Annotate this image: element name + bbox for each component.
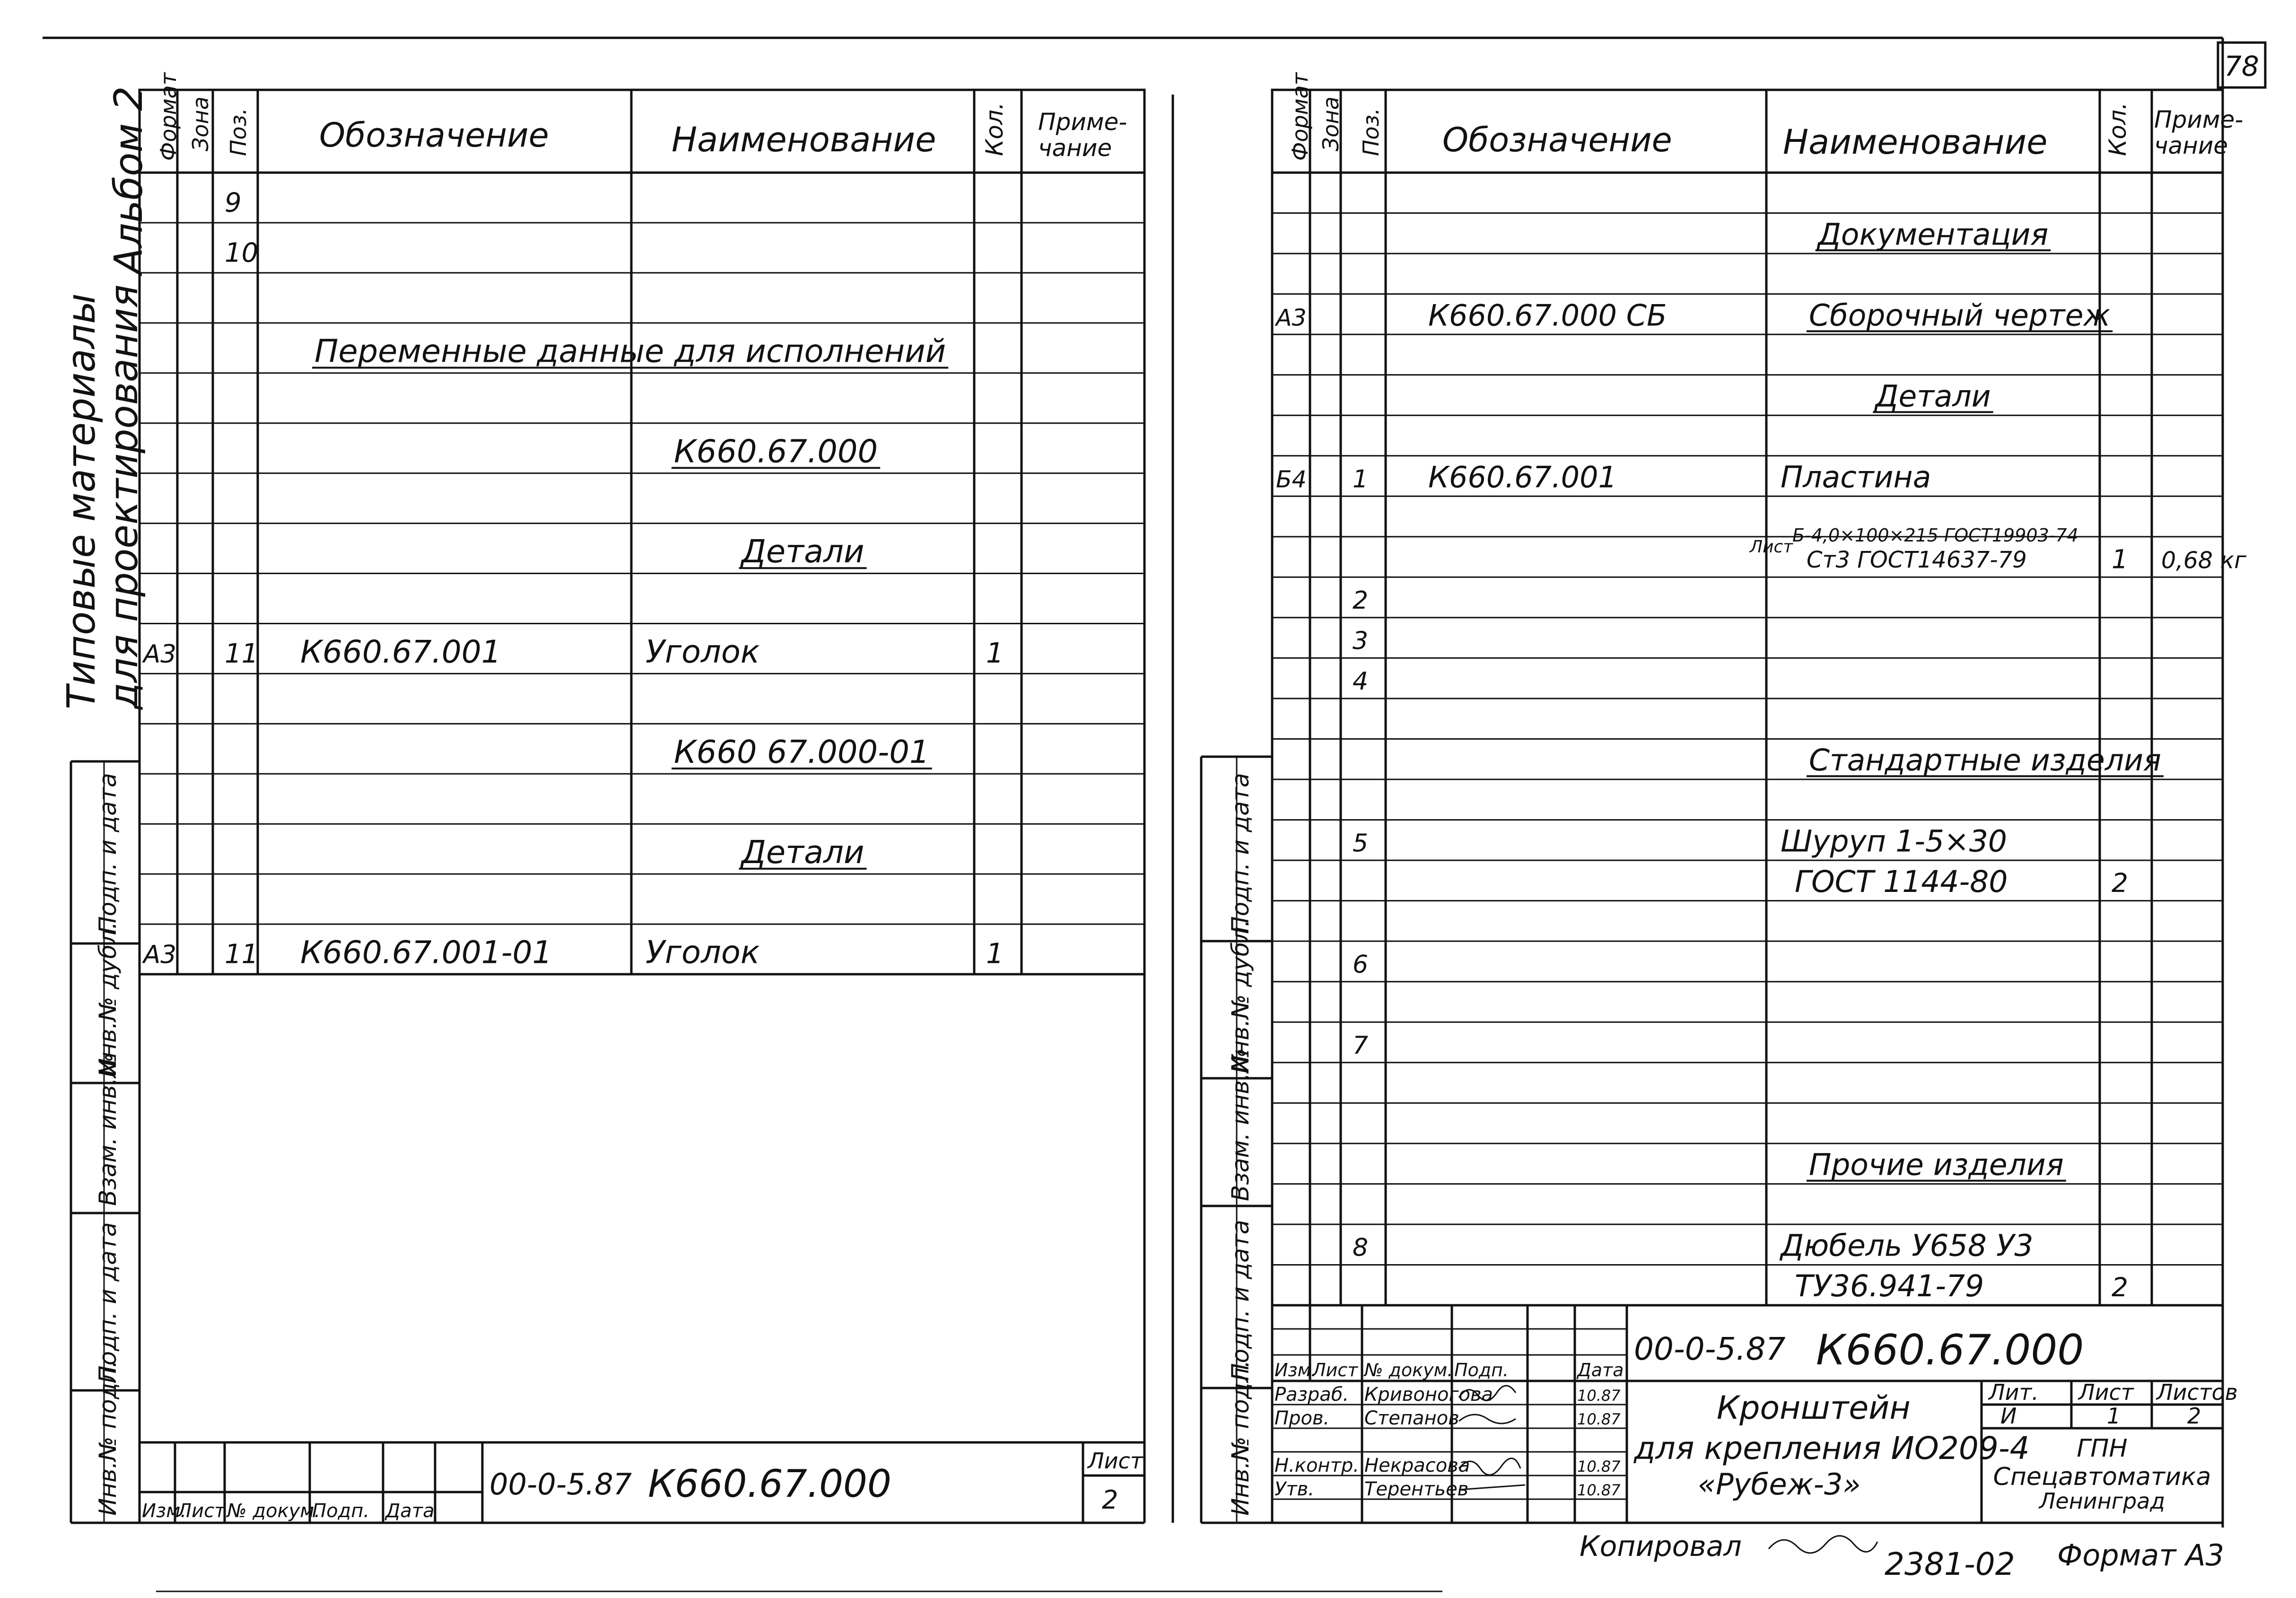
tb-name-prov: Степанов bbox=[1364, 1407, 1459, 1429]
left-stamp-column bbox=[71, 761, 140, 1523]
title-block-code: 00-0-5.87 bbox=[1634, 1331, 1786, 1367]
table-row bbox=[1353, 586, 1368, 615]
oboz-cell: К660.67.001 bbox=[1428, 460, 1617, 495]
tb-list-label: Лист bbox=[2078, 1380, 2134, 1405]
tb-listov-value: 2 bbox=[2187, 1403, 2201, 1429]
left-header-zona: Зона bbox=[188, 96, 213, 151]
kol-cell: 1 bbox=[986, 637, 1004, 670]
table-row bbox=[1353, 627, 1368, 655]
poz-cell: 8 bbox=[1353, 1233, 1369, 1262]
tb-date-razrab: 10.87 bbox=[1577, 1387, 1621, 1405]
title-block-designation: К660.67.000 bbox=[1816, 1326, 2084, 1374]
left-table-header bbox=[156, 72, 1127, 162]
tb-header-podp: Подп. bbox=[1454, 1360, 1509, 1380]
format-cell: А3 bbox=[143, 640, 176, 669]
naim-cell: К660.67.000 bbox=[674, 433, 878, 470]
poz-cell: 7 bbox=[1353, 1031, 1369, 1060]
table-row bbox=[1275, 298, 2113, 332]
table-row bbox=[1816, 217, 2051, 252]
left-small-stamp bbox=[140, 1442, 1144, 1523]
sheet-number: 78 bbox=[2224, 50, 2259, 82]
right-header-naimenovanie: Наименование bbox=[1783, 122, 2048, 162]
naim-cell: Сборочный чертеж bbox=[1809, 298, 2111, 333]
table-row bbox=[1807, 1148, 2066, 1182]
naim-cell: Документация bbox=[1817, 217, 2049, 252]
small-stamp-code: 00-0-5.87 bbox=[489, 1467, 632, 1502]
tb-date-utv: 10.87 bbox=[1577, 1481, 1621, 1499]
material-prefix: Лист bbox=[1750, 537, 1793, 557]
mid-stamp-inv-dubl: Инв.№ дубл. bbox=[1227, 919, 1254, 1074]
naim-cell: ТУ36.941-79 bbox=[1795, 1269, 1984, 1304]
table-row bbox=[1353, 951, 1368, 979]
tb-lit-value: И bbox=[2000, 1403, 2017, 1429]
format-cell: Б4 bbox=[1276, 466, 1307, 493]
table-row bbox=[1807, 743, 2164, 777]
small-stamp-list: Лист bbox=[177, 1500, 226, 1522]
table-row bbox=[739, 533, 866, 570]
table-row bbox=[1353, 1031, 1368, 1060]
footer-doc-number: 2381-02 bbox=[1885, 1546, 2015, 1582]
poz-cell: 2 bbox=[1353, 586, 1369, 615]
left-header-primechanie-1: Приме- bbox=[1038, 108, 1127, 136]
table-row bbox=[1795, 864, 2128, 899]
naim-cell: Переменные данные для исполнений bbox=[314, 332, 946, 370]
table-row bbox=[1873, 379, 1993, 413]
naim-cell: Детали bbox=[741, 833, 864, 871]
tb-role-nkontr: Н.контр. bbox=[1275, 1455, 1359, 1476]
naim-cell: Шуруп 1-5×30 bbox=[1781, 824, 2007, 859]
product-name-line1: Кронштейн bbox=[1717, 1389, 1911, 1427]
right-header-poz: Поз. bbox=[1358, 108, 1384, 156]
copier-signature bbox=[1769, 1536, 1877, 1553]
tb-header-izm: Изм. bbox=[1275, 1360, 1317, 1380]
prim-cell: 0,68 кг bbox=[2161, 547, 2247, 574]
tb-date-nkontr: 10.87 bbox=[1577, 1458, 1621, 1476]
naim-cell: Уголок bbox=[646, 633, 760, 671]
right-header-oboznachenie: Обозначение bbox=[1442, 121, 1672, 159]
material-line2: Ст3 ГОСТ14637-79 bbox=[1807, 547, 2027, 573]
small-stamp-podp: Подп. bbox=[312, 1500, 370, 1522]
naim-cell: Детали bbox=[741, 533, 864, 570]
oboz-cell: К660.67.001 bbox=[300, 634, 501, 671]
org-line2: Спецавтоматика bbox=[1993, 1463, 2211, 1491]
oboz-cell: К660.67.000 СБ bbox=[1428, 298, 1667, 333]
tb-role-prov: Пров. bbox=[1275, 1407, 1330, 1429]
small-stamp-designation: К660.67.000 bbox=[648, 1462, 891, 1506]
tb-listov-label: Листов bbox=[2156, 1380, 2238, 1405]
table-row bbox=[1353, 667, 1368, 696]
mid-stamp-vzam-inv: Взам. инв.№ bbox=[1227, 1048, 1254, 1201]
table-row bbox=[1353, 1229, 2033, 1263]
product-name-line3: «Рубеж-3» bbox=[1698, 1467, 1861, 1502]
poz-cell: 3 bbox=[1353, 627, 1369, 655]
kol-cell: 2 bbox=[2112, 867, 2128, 898]
table-row bbox=[225, 238, 258, 269]
naim-cell: К660 67.000-01 bbox=[674, 733, 930, 770]
format-cell: А3 bbox=[143, 940, 176, 969]
table-row bbox=[672, 734, 932, 770]
naim-cell: Детали bbox=[1875, 379, 1991, 414]
org-line3: Ленинград bbox=[2039, 1488, 2165, 1514]
side-caption bbox=[59, 285, 147, 710]
small-stamp-nomer-dokum: № докум. bbox=[227, 1500, 321, 1522]
right-table-frame bbox=[1272, 90, 2223, 1305]
small-stamp-data: Дата bbox=[385, 1500, 435, 1522]
naim-cell: Дюбель У658 У3 bbox=[1781, 1228, 2034, 1263]
footer-format: Формат А3 bbox=[2057, 1538, 2225, 1572]
naim-cell: Прочие изделия bbox=[1809, 1147, 2064, 1182]
table-row bbox=[672, 433, 880, 470]
table-row bbox=[739, 834, 866, 871]
title-block bbox=[1272, 1305, 2238, 1523]
poz-cell: 11 bbox=[225, 939, 259, 970]
small-stamp-sheet-label: Лист bbox=[1088, 1448, 1143, 1474]
table-row bbox=[2112, 544, 2246, 575]
signature-prov bbox=[1459, 1415, 1516, 1423]
tb-name-nkontr: Некрасова bbox=[1364, 1455, 1470, 1476]
kol-cell: 2 bbox=[2112, 1272, 2128, 1303]
poz-cell: 6 bbox=[1353, 950, 1369, 979]
left-header-primechanie-2: чание bbox=[1038, 134, 1112, 162]
left-header-oboznachenie: Обозначение bbox=[319, 116, 549, 155]
right-header-format: Формат bbox=[1287, 72, 1313, 161]
right-header-primechanie-2: чание bbox=[2154, 132, 2228, 159]
small-stamp-sheet-value: 2 bbox=[1102, 1485, 1118, 1515]
left-table-rows bbox=[142, 188, 1004, 971]
side-caption-line2: для проектирования bbox=[102, 284, 147, 709]
side-caption-album bbox=[106, 86, 151, 277]
small-stamp-izm: Изм. bbox=[142, 1500, 187, 1522]
poz-cell: 9 bbox=[225, 187, 242, 218]
right-spec-table bbox=[1272, 90, 2223, 1305]
left-header-format: Формат bbox=[156, 72, 181, 161]
tb-role-razrab: Разраб. bbox=[1275, 1384, 1349, 1406]
table-row bbox=[1353, 824, 2007, 858]
kol-cell: 1 bbox=[986, 937, 1004, 970]
side-caption-line1: Типовые материалы bbox=[59, 293, 104, 709]
product-name-line2: для крепления ИО209-4 bbox=[1634, 1430, 2030, 1467]
right-header-primechanie-1: Приме- bbox=[2154, 106, 2244, 133]
left-spec-table bbox=[140, 90, 1144, 974]
tb-name-razrab: Кривоногова bbox=[1364, 1384, 1493, 1406]
left-header-naimenovanie: Наименование bbox=[672, 120, 936, 159]
org-line1: ГПН bbox=[2077, 1434, 2128, 1463]
mid-stamp-inv-podl: Инв.№ подл. bbox=[1227, 1360, 1254, 1516]
tb-list-value: 1 bbox=[2107, 1403, 2121, 1429]
naim-cell: Уголок bbox=[646, 934, 760, 971]
naim-cell: Стандартные изделия bbox=[1809, 743, 2161, 778]
oboz-cell: К660.67.001-01 bbox=[300, 934, 552, 971]
table-row bbox=[312, 332, 948, 369]
material-line1: Б-4,0×100×215 ГОСТ19903-74 bbox=[1792, 525, 2078, 546]
tb-header-list: Лист bbox=[1312, 1360, 1358, 1380]
table-row bbox=[1276, 460, 1931, 494]
stamp-inv-podl: Инв.№ подл. bbox=[94, 1360, 122, 1516]
table-row bbox=[142, 934, 1004, 971]
poz-cell: 11 bbox=[225, 638, 259, 670]
naim-cell: ГОСТ 1144-80 bbox=[1795, 864, 2008, 899]
poz-cell: 4 bbox=[1353, 667, 1369, 696]
stamp-inv-dubl: Инв.№ дубл. bbox=[94, 921, 122, 1076]
mid-stamp-podp-data-bottom: Подп. и дата bbox=[1227, 1220, 1254, 1381]
left-header-poz: Поз. bbox=[226, 108, 251, 156]
tb-date-prov: 10.87 bbox=[1577, 1410, 1621, 1428]
middle-stamp-column bbox=[1201, 757, 1272, 1523]
right-header-kol: Кол. bbox=[2104, 102, 2131, 156]
kol-cell: 1 bbox=[2112, 544, 2128, 575]
tb-lit-label: Лит. bbox=[1989, 1380, 2039, 1405]
signature-utv bbox=[1459, 1485, 1525, 1490]
naim-cell: Пластина bbox=[1781, 460, 1931, 495]
material-note bbox=[1749, 525, 2078, 573]
tb-role-utv: Утв. bbox=[1275, 1478, 1314, 1500]
left-header-kol: Кол. bbox=[981, 102, 1008, 156]
stamp-podp-data-top: Подп. и дата bbox=[94, 773, 122, 934]
poz-cell: 10 bbox=[225, 237, 259, 269]
tb-name-utv: Терентьев bbox=[1364, 1478, 1469, 1500]
stamp-vzam-inv: Взам. инв.№ bbox=[94, 1053, 122, 1206]
stamp-podp-data-bottom: Подп. и дата bbox=[94, 1222, 122, 1383]
poz-cell: 5 bbox=[1353, 829, 1369, 858]
right-header-zona: Зона bbox=[1318, 96, 1344, 151]
table-row bbox=[1795, 1269, 2128, 1303]
tb-header-data: Дата bbox=[1577, 1360, 1624, 1380]
album-label: Альбом 2 bbox=[106, 86, 151, 274]
tb-header-nomer-dokum: № докум. bbox=[1364, 1360, 1453, 1380]
table-row bbox=[225, 188, 242, 218]
format-cell: А3 bbox=[1276, 304, 1307, 332]
mid-stamp-podp-data-top: Подп. и дата bbox=[1227, 773, 1254, 934]
table-row bbox=[142, 633, 1004, 670]
poz-cell: 1 bbox=[1353, 465, 1369, 494]
footer-copied-label: Копировал bbox=[1580, 1530, 1742, 1563]
